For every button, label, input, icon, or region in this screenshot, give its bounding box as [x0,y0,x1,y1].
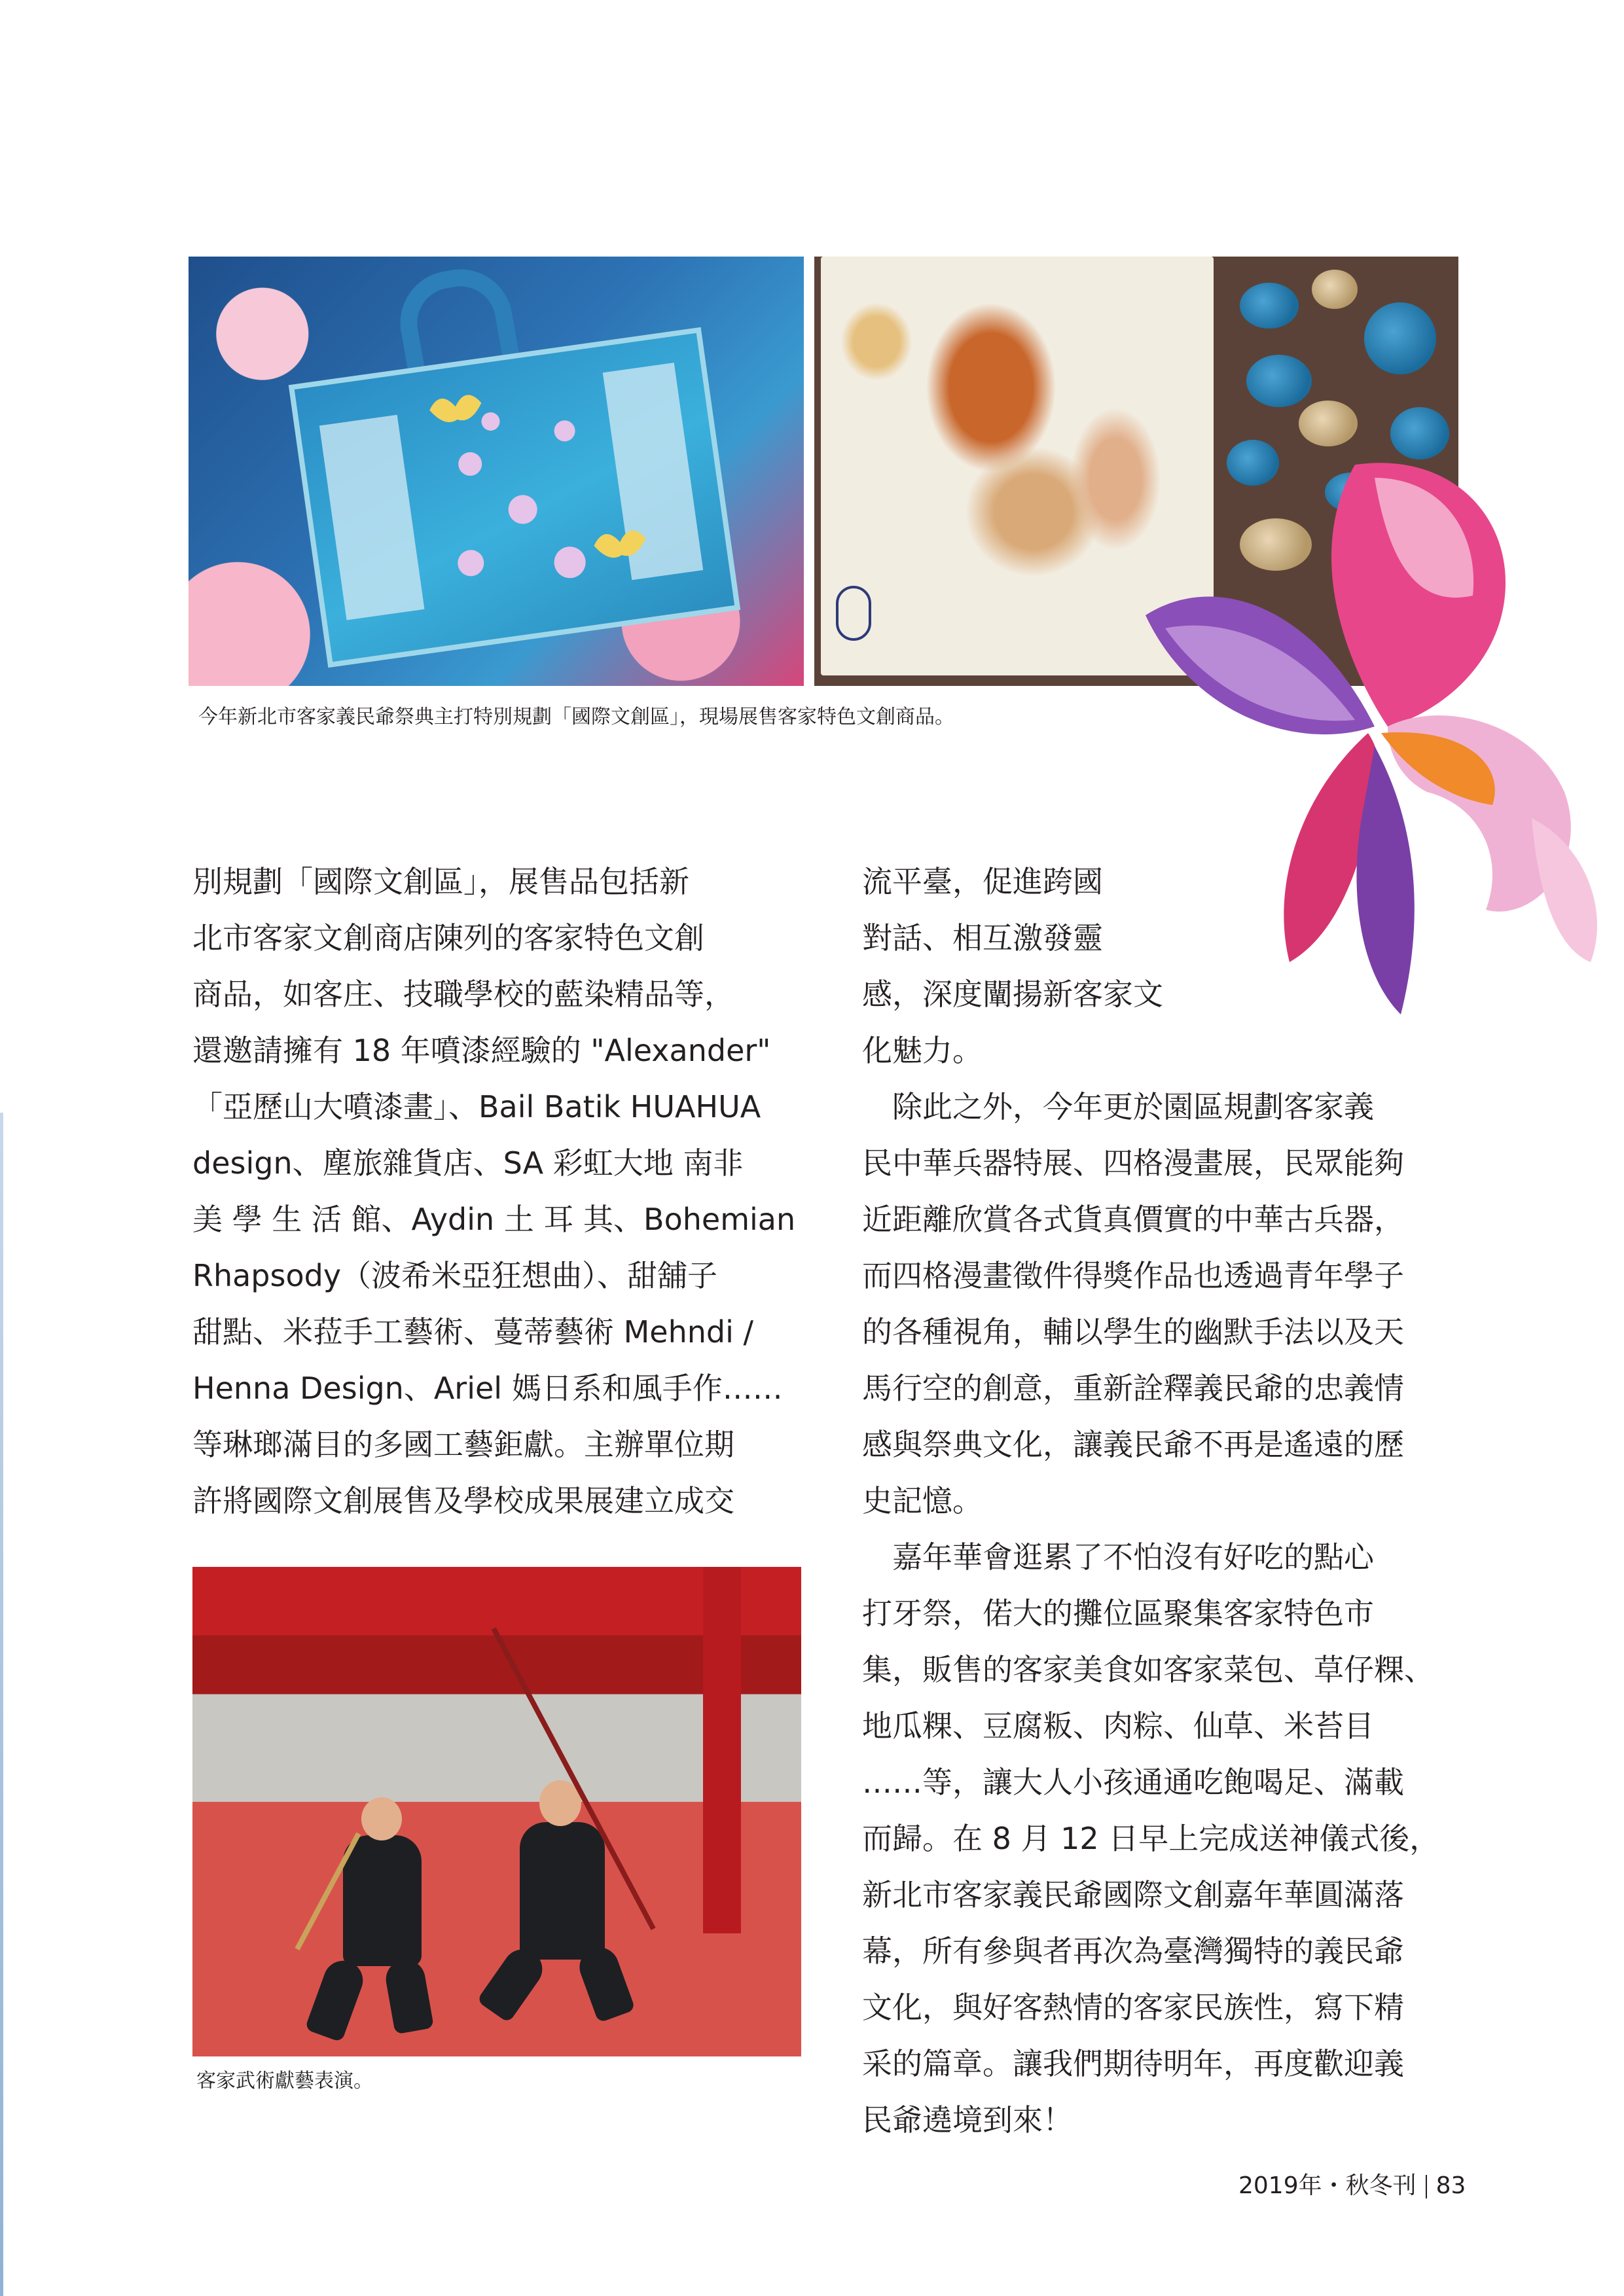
performer-left [343,1835,422,1966]
red-banner [703,1567,741,1933]
bag-pattern [295,333,734,662]
text-line: 感，深度闡揚新客家文 [862,977,1163,1012]
text-line: 打牙祭，偌大的攤位區聚集客家特色市 [862,1596,1374,1631]
bag-body [289,327,740,668]
article-column-right-top [862,853,1163,1079]
dried-pod [1312,270,1358,309]
issue-label: 2019年・秋冬刊 [1238,2172,1416,2199]
page-edge-strip [0,1113,3,2296]
text-line: 新北市客家義民爺國際文創嘉年華圓滿落 [862,1877,1404,1912]
dried-pod [1240,283,1299,329]
text-line: Henna Design、Ariel 媽日系和風手作…… [192,1371,783,1406]
seal-stamp-icon [834,584,873,643]
text-line: 流平臺，促進跨國 [862,864,1103,899]
text-line: 還邀請擁有 18 年噴漆經驗的 "Alexander" [192,1033,771,1068]
text-line: 對話、相互激發靈 [862,920,1103,956]
text-line: design、塵旅雜貨店、SA 彩虹大地 南非 [192,1145,744,1181]
dried-pod [1364,302,1436,374]
text-line: 商品，如客庄、技職學校的藍染精品等， [192,977,734,1012]
text-line: 采的篇章。讓我們期待明年，再度歡迎義 [862,2046,1404,2081]
dried-pod [1299,401,1358,446]
leaf-print [840,302,912,381]
text-line: 嘉年華會逛累了不怕沒有好吃的點心 [862,1539,1374,1575]
photo-caption-bottom: 客家武術獻藝表演。 [196,2070,373,2092]
text-line: 美 學 生 活 館、Aydin 土 耳 其、Bohemian [192,1202,796,1237]
text-line: 北市客家文創商店陳列的客家特色文創 [192,920,704,956]
performer-leg [383,1957,434,2035]
text-line: 而歸。在 8 月 12 日早上完成送神儀式後， [862,1821,1440,1856]
photo-caption-top: 今年新北市客家義民爺祭典主打特別規劃「國際文創區」，現場展售客家特色文創商品。 [198,706,954,728]
text-line: 馬行空的創意，重新詮釋義民爺的忠義情 [862,1371,1404,1406]
photo-hakka-martial-arts [192,1567,801,2056]
text-line: 化魅力。 [862,1033,983,1068]
text-line: 民中華兵器特展、四格漫畫展，民眾能夠 [862,1145,1404,1181]
text-line: 史記憶。 [862,1483,983,1518]
page-number: 83 [1435,2172,1466,2199]
text-line: 民爺遶境到來！ [862,2102,1073,2138]
text-line: 近距離欣賞各式貨真價實的中華古兵器， [862,1202,1404,1237]
performer-leg [574,1942,636,2023]
text-line: Rhapsody（波希米亞狂想曲）、甜舖子 [192,1258,718,1293]
text-line: 別規劃「國際文創區」，展售品包括新 [192,864,689,899]
text-line: 甜點、米菈手工藝術、蔓蒂藝術 Mehndi / [192,1314,754,1350]
text-line: 「亞歷山大噴漆畫」、Bail Batik HUAHUA [192,1089,761,1124]
text-line: 的各種視角，輔以學生的幽默手法以及天 [862,1314,1404,1350]
text-line: ……等，讓大人小孩通通吃飽喝足、滿載 [862,1765,1404,1800]
footer-divider [1426,2175,1427,2198]
performer-leg [304,1955,368,2042]
performer-right [520,1822,605,1960]
text-line: 而四格漫畫徵件得獎作品也透過青年學子 [862,1258,1404,1293]
page-footer [1238,2172,1466,2200]
text-line: 許將國際文創展售及學校成果展建立成交 [192,1483,734,1518]
text-line: 幕，所有參與者再次為臺灣獨特的義民爺 [862,1933,1404,1969]
text-line: 除此之外，今年更於園區規劃客家義 [862,1089,1374,1124]
dried-pod [1246,355,1312,407]
text-line: 地瓜粿、豆腐粄、肉粽、仙草、米苔目 [862,1708,1374,1744]
flower-decoration-icon [1139,452,1624,1028]
text-line: 等琳瑯滿目的多國工藝鉅獻。主辦單位期 [192,1427,734,1462]
text-line: 感與祭典文化，讓義民爺不再是遙遠的歷 [862,1427,1404,1462]
article-column-left [192,853,795,1529]
performer-head [361,1797,402,1840]
article-column-right [862,1079,1439,2148]
text-line: 文化，與好客熱情的客家民族性，寫下精 [862,1990,1404,2025]
text-line: 集，販售的客家美食如客家菜包、草仔粿、 [862,1652,1434,1687]
photo-indigo-bag [189,257,804,686]
